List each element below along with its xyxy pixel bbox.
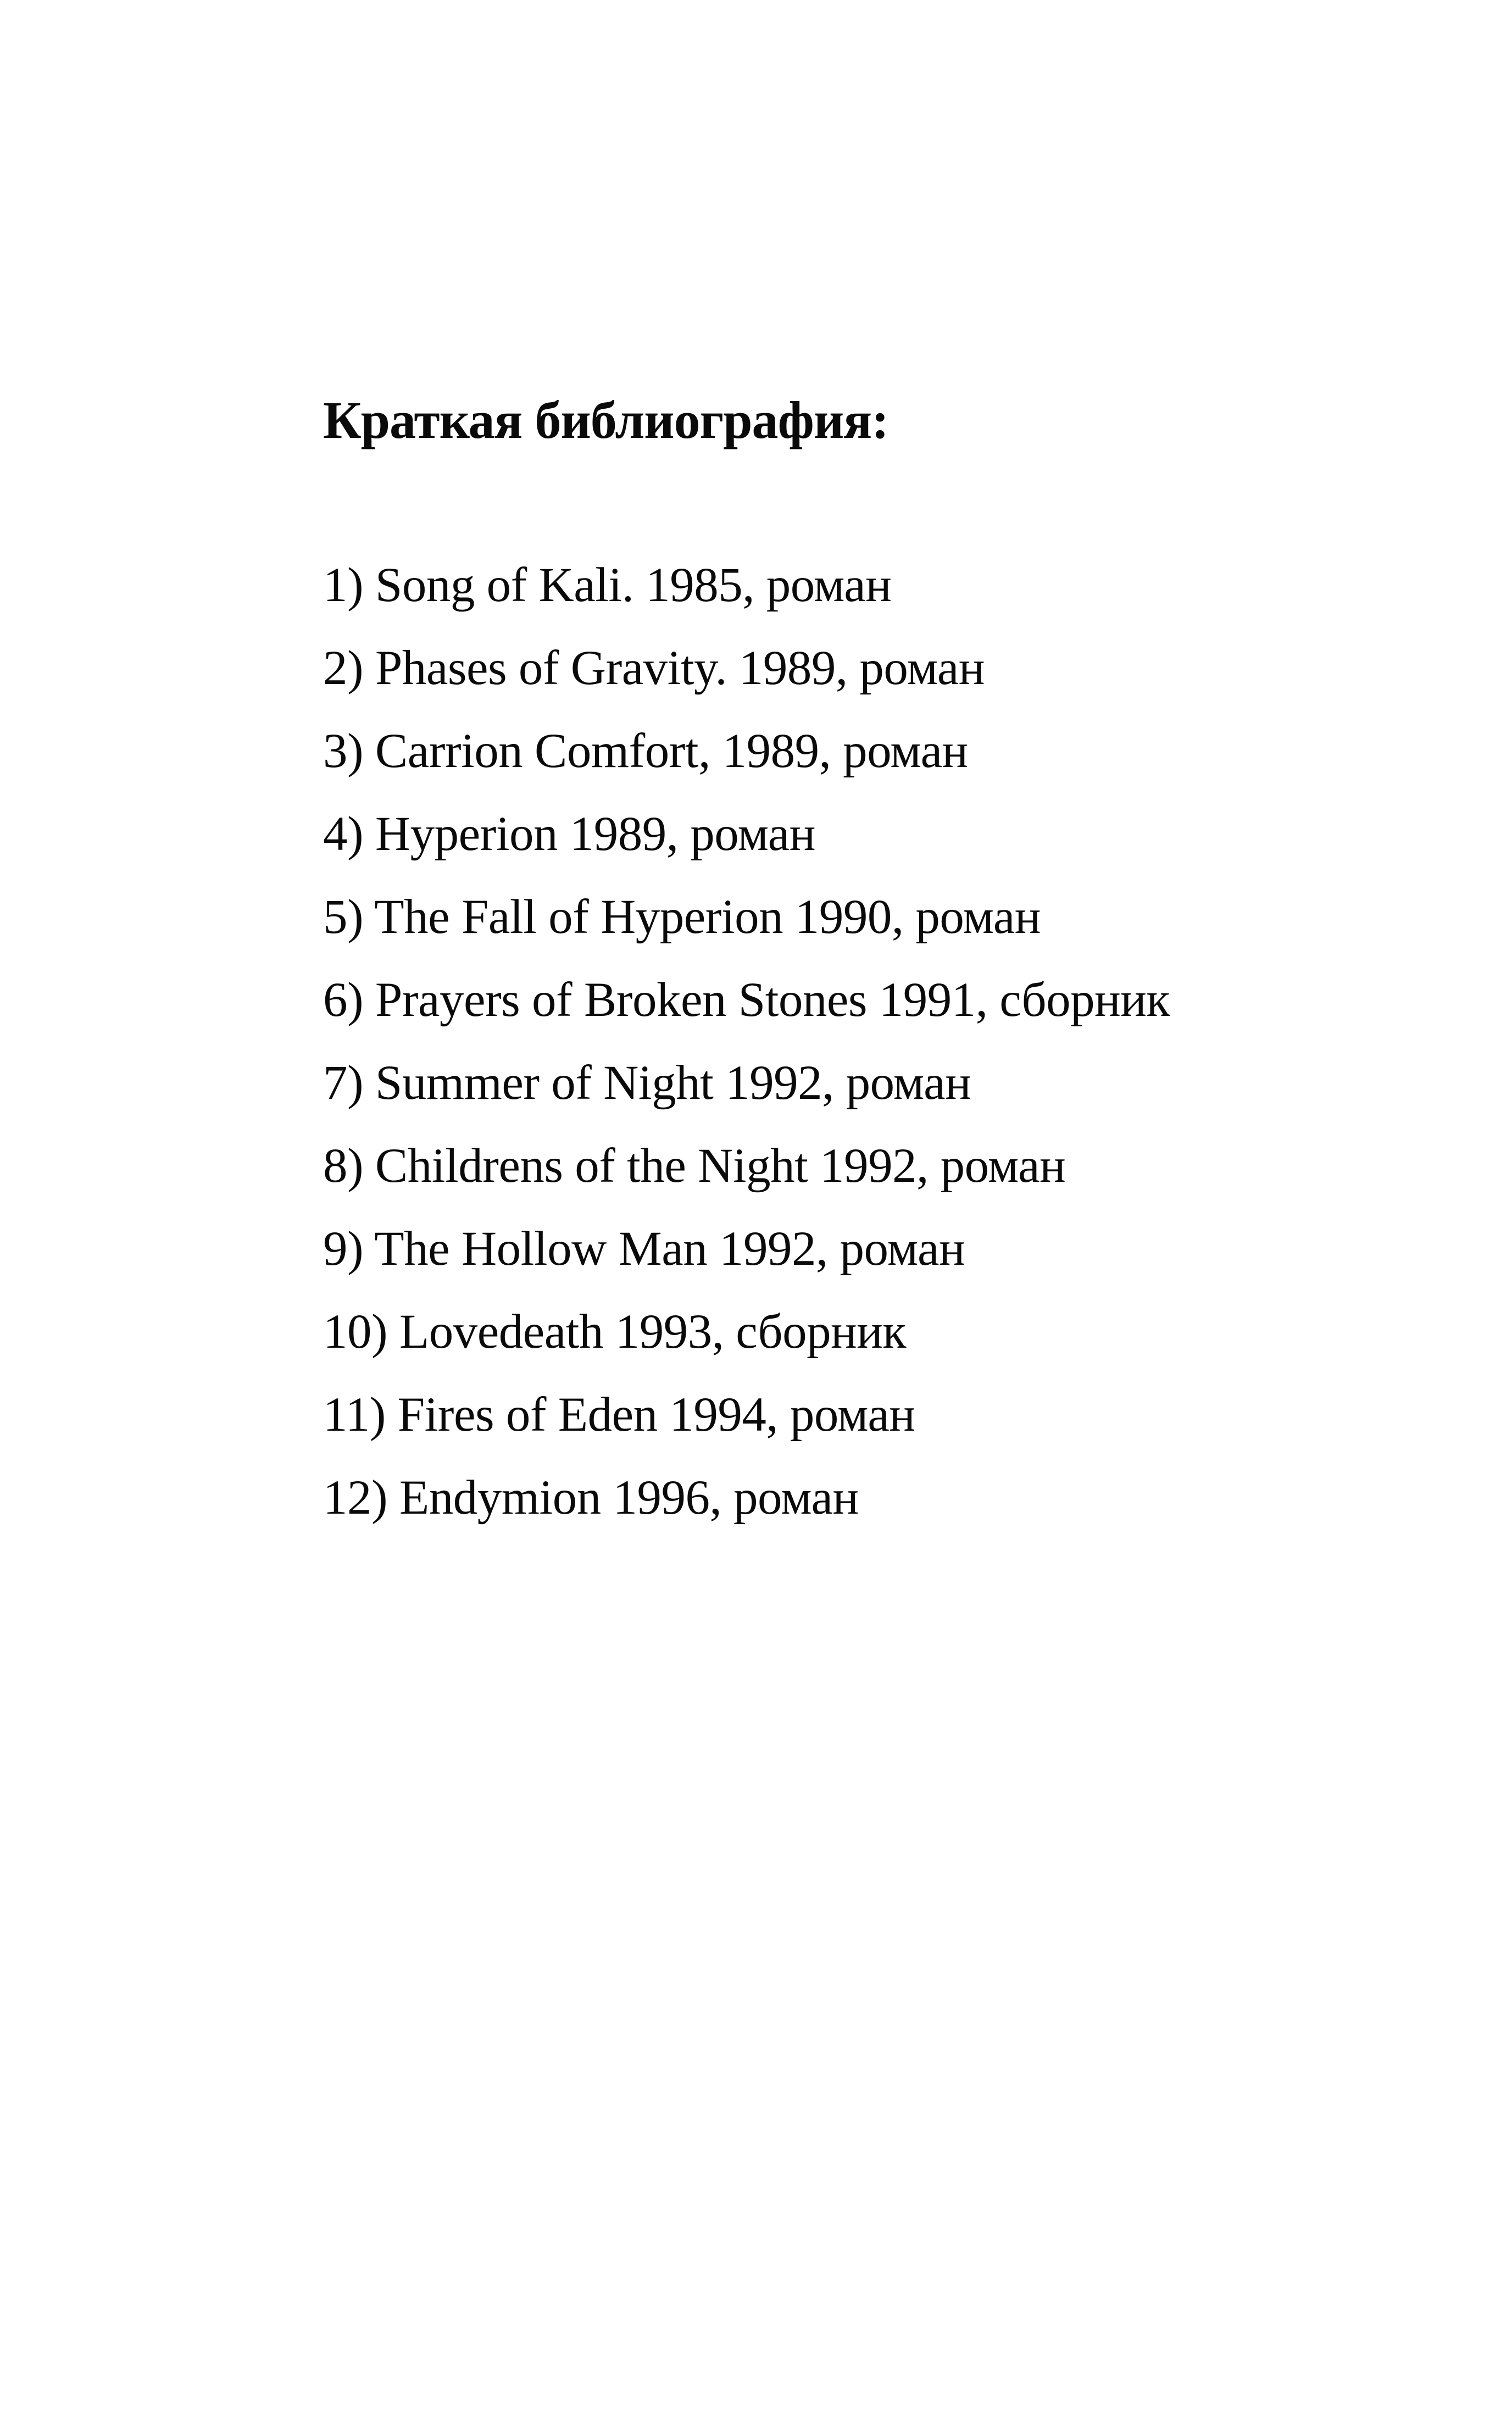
bibliography-entry-11: 11) Fires of Eden 1994, роман xyxy=(323,1388,915,1442)
bibliography-entry-9: 9) The Hollow Man 1992, роман xyxy=(323,1222,965,1276)
bibliography-entry-10: 10) Lovedeath 1993, сборник xyxy=(323,1305,907,1359)
bibliography-entry-4: 4) Hyperion 1989, роман xyxy=(323,807,815,861)
bibliography-entry-12: 12) Endymion 1996, роман xyxy=(323,1471,859,1525)
bibliography-heading: Краткая библиография: xyxy=(323,391,889,449)
bibliography-entry-1: 1) Song of Kali. 1985, роман xyxy=(323,558,892,612)
bibliography-entry-7: 7) Summer of Night 1992, роман xyxy=(323,1056,971,1110)
bibliography-list xyxy=(323,549,1170,1545)
bibliography-entry-8: 8) Childrens of the Night 1992, роман xyxy=(323,1139,1066,1193)
bibliography-entry-3: 3) Carrion Comfort, 1989, роман xyxy=(323,724,968,778)
bibliography-entry-6: 6) Prayers of Broken Stones 1991, сборник xyxy=(323,973,1170,1027)
bibliography-entry-5: 5) The Fall of Hyperion 1990, роман xyxy=(323,890,1041,944)
bibliography-entry-2: 2) Phases of Gravity. 1989, роман xyxy=(323,641,985,695)
